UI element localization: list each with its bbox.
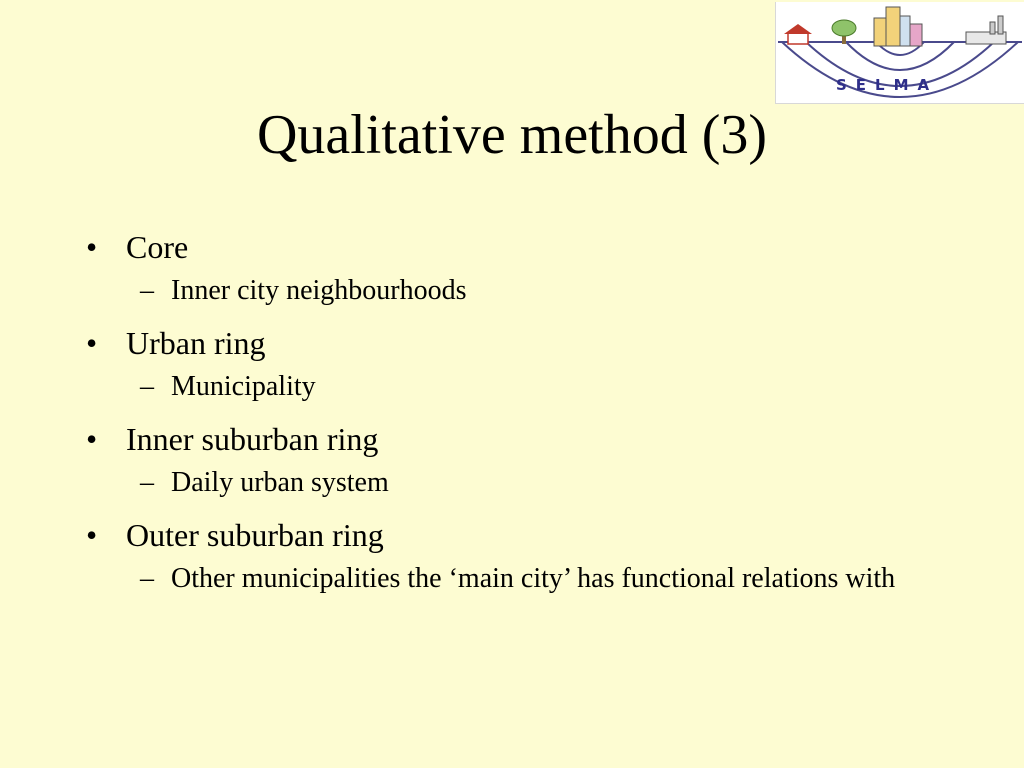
bullet-urban-ring	[84, 322, 984, 364]
bullet-marker: •	[86, 421, 98, 457]
bullet-list	[84, 226, 984, 598]
sub-bullet-text: Inner city neighbourhoods	[171, 275, 467, 306]
bullet-marker: •	[86, 229, 98, 265]
bullet-marker: •	[86, 325, 98, 361]
sub-bullet-text: Municipality	[171, 371, 316, 402]
bullet-core	[84, 226, 984, 268]
bullet-text: Outer suburban ring	[126, 517, 384, 553]
sub-bullet-text: Other municipalities the ‘main city’ has functional relations with	[171, 563, 896, 594]
bullet-text: Urban ring	[126, 325, 266, 361]
bullet-text: Core	[126, 229, 189, 265]
selma-logo-graphic	[776, 2, 1024, 103]
slide-title: Qualitative method (3)	[256, 104, 768, 166]
bullet-inner-suburban-ring	[84, 418, 984, 460]
sub-bullet-outer-suburban-ring	[84, 560, 984, 598]
bullet-outer-suburban-ring	[84, 514, 984, 556]
sub-bullet-inner-suburban-ring	[84, 464, 984, 502]
sub-bullet-marker: –	[140, 563, 154, 594]
selma-logo	[775, 2, 1024, 104]
selma-logo-text: SELMA	[836, 76, 939, 94]
sub-bullet-marker: –	[140, 371, 154, 402]
bullet-text: Inner suburban ring	[126, 421, 379, 457]
sub-bullet-marker: –	[140, 275, 154, 306]
bullet-marker: •	[86, 517, 98, 553]
sub-bullet-text: Daily urban system	[171, 467, 389, 498]
sub-bullet-marker: –	[140, 467, 154, 498]
sub-bullet-urban-ring	[84, 368, 984, 406]
sub-bullet-core	[84, 272, 984, 310]
